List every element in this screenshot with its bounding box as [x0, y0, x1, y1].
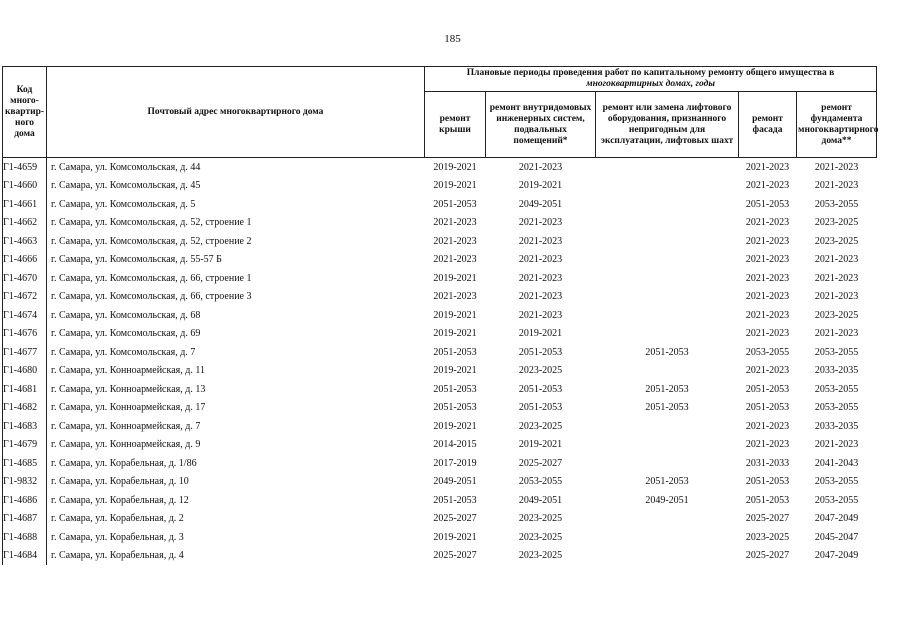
cell-address: г. Самара, ул. Конноармейская, д. 11 — [51, 365, 205, 377]
cell-engineering: 2021-2023 — [518, 291, 563, 303]
cell-address: г. Самара, ул. Комсомольская, д. 55-57 Б — [51, 254, 222, 266]
cell-code: Г1-4659 — [3, 158, 47, 177]
cell-address: г. Самара, ул. Конноармейская, д. 17 — [51, 402, 206, 414]
cell-facade: 2021-2023 — [745, 180, 790, 192]
cell-address: г. Самара, ул. Конноармейская, д. 13 — [51, 383, 206, 395]
table-row — [3, 232, 877, 251]
cell-address: г. Самара, ул. Комсомольская, д. 5 — [51, 198, 196, 210]
cell-foundation: 2021-2023 — [814, 272, 859, 284]
cell-engineering: 2023-2025 — [518, 550, 563, 562]
cell-roof: 2019-2021 — [433, 180, 477, 192]
cell-engineering: 2049-2051 — [518, 494, 563, 506]
cell-roof: 2019-2021 — [433, 531, 477, 543]
cell-engineering: 2053-2055 — [518, 476, 563, 488]
cell-facade: 2021-2023 — [745, 291, 790, 303]
cell-roof: 2019-2021 — [433, 365, 477, 377]
header-periods-main: Плановые периоды проведения работ по капитальному ремонту общего имущества в — [466, 68, 835, 78]
cell-code: Г1-4680 — [3, 362, 47, 381]
cell-roof: 2021-2023 — [433, 254, 477, 266]
header-foundation: ремонт фундамента многоквартирного дома** — [797, 92, 877, 158]
cell-foundation: 2021-2023 — [814, 291, 859, 303]
table-row — [3, 528, 877, 547]
cell-facade: 2021-2023 — [739, 158, 797, 177]
cell-address: г. Самара, ул. Конноармейская, д. 7 — [51, 420, 201, 432]
cell-facade: 2021-2023 — [745, 420, 790, 432]
cell-address: г. Самара, ул. Комсомольская, д. 45 — [51, 180, 201, 192]
cell-engineering: 2021-2023 — [518, 254, 563, 266]
cell-foundation: 2033-2035 — [814, 420, 859, 432]
cell-address: г. Самара, ул. Корабельная, д. 1/86 — [51, 457, 197, 469]
table-row — [3, 491, 877, 510]
cell-engineering: 2051-2053 — [518, 346, 563, 358]
table-row — [3, 195, 877, 214]
cell-facade: 2051-2053 — [745, 383, 790, 395]
table-row — [3, 269, 877, 288]
cell-roof: 2051-2053 — [433, 402, 477, 414]
cell-facade: 2021-2023 — [745, 439, 790, 451]
table-row — [3, 510, 877, 529]
cell-engineering: 2021-2023 — [518, 235, 563, 247]
cell-engineering: 2051-2053 — [518, 383, 563, 395]
cell-facade: 2051-2053 — [745, 198, 790, 210]
cell-elevator — [596, 195, 739, 214]
cell-elevator — [596, 214, 739, 233]
cell-foundation: 2023-2025 — [814, 217, 859, 229]
cell-elevator — [596, 325, 739, 344]
cell-engineering: 2021-2023 — [518, 272, 563, 284]
cell-roof: 2051-2053 — [433, 198, 477, 210]
cell-facade: 2031-2033 — [745, 457, 790, 469]
cell-engineering: 2021-2023 — [518, 309, 563, 321]
table-row — [3, 547, 877, 566]
cell-facade: 2021-2023 — [745, 309, 790, 321]
cell-facade: 2051-2053 — [745, 494, 790, 506]
cell-roof: 2019-2021 — [433, 328, 477, 340]
cell-address: г. Самара, ул. Конноармейская, д. 9 — [51, 439, 201, 451]
cell-foundation: 2041-2043 — [814, 457, 859, 469]
cell-foundation: 2053-2055 — [814, 476, 859, 488]
cell-code: Г1-4682 — [3, 399, 47, 418]
cell-facade: 2021-2023 — [745, 328, 790, 340]
cell-code: Г1-4663 — [3, 232, 47, 251]
table-row — [3, 325, 877, 344]
cell-elevator — [596, 251, 739, 270]
cell-foundation: 2021-2023 — [814, 439, 859, 451]
table-row — [3, 214, 877, 233]
cell-roof: 2017-2019 — [433, 457, 477, 469]
cell-roof: 2019-2021 — [433, 420, 477, 432]
cell-foundation: 2023-2025 — [814, 235, 859, 247]
cell-facade: 2025-2027 — [745, 550, 790, 562]
header-engineering: ремонт внутридомовых инженерных систем, подвальных помещений* — [486, 92, 596, 158]
cell-elevator: 2051-2053 — [645, 346, 689, 358]
cell-address: г. Самара, ул. Комсомольская, д. 52, строение 1 — [51, 217, 252, 229]
cell-elevator — [596, 510, 739, 529]
cell-code: Г1-4686 — [3, 491, 47, 510]
cell-elevator — [596, 436, 739, 455]
cell-engineering: 2025-2027 — [518, 457, 563, 469]
table-row — [3, 343, 877, 362]
page-number: 185 — [444, 33, 461, 45]
cell-code: Г1-4679 — [3, 436, 47, 455]
cell-elevator: 2051-2053 — [645, 476, 689, 488]
cell-elevator — [596, 547, 739, 566]
cell-code: Г1-4672 — [3, 288, 47, 307]
table-row — [3, 473, 877, 492]
cell-code: Г1-4674 — [3, 306, 47, 325]
cell-roof: 2025-2027 — [433, 513, 477, 525]
cell-foundation: 2053-2055 — [814, 198, 859, 210]
cell-code: Г1-4660 — [3, 177, 47, 196]
cell-address: г. Самара, ул. Комсомольская, д. 66, строение 1 — [51, 272, 252, 284]
cell-facade: 2021-2023 — [745, 254, 790, 266]
cell-roof: 2051-2053 — [433, 494, 477, 506]
cell-elevator: 2049-2051 — [645, 494, 689, 506]
cell-facade: 2021-2023 — [745, 235, 790, 247]
cell-elevator: 2051-2053 — [645, 402, 689, 414]
header-periods-group — [425, 67, 877, 92]
cell-engineering: 2019-2021 — [518, 180, 563, 192]
header-facade: ремонт фасада — [739, 92, 797, 158]
cell-roof: 2051-2053 — [433, 383, 477, 395]
cell-code: Г1-4677 — [3, 343, 47, 362]
cell-elevator — [596, 417, 739, 436]
cell-facade: 2021-2023 — [745, 272, 790, 284]
cell-engineering: 2023-2025 — [518, 365, 563, 377]
cell-foundation: 2047-2049 — [814, 513, 859, 525]
cell-elevator — [596, 362, 739, 381]
cell-address: г. Самара, ул. Корабельная, д. 3 — [51, 531, 184, 543]
cell-engineering: 2019-2021 — [518, 439, 563, 451]
cell-roof: 2021-2023 — [433, 235, 477, 247]
cell-foundation: 2053-2055 — [814, 494, 859, 506]
cell-roof: 2019-2021 — [433, 309, 477, 321]
cell-address: г. Самара, ул. Комсомольская, д. 69 — [51, 328, 201, 340]
cell-engineering: 2049-2051 — [518, 198, 563, 210]
table-row — [3, 158, 877, 177]
cell-code: Г1-4683 — [3, 417, 47, 436]
header-elevator: ремонт или замена лифтового оборудования, признанного непригодным для эксплуатации, лифтовых шахт — [596, 92, 739, 158]
cell-address: г. Самара, ул. Корабельная, д. 12 — [51, 494, 189, 506]
cell-engineering: 2019-2021 — [518, 328, 563, 340]
cell-code: Г1-4684 — [3, 547, 47, 566]
table-row — [3, 436, 877, 455]
table-row — [3, 454, 877, 473]
cell-foundation: 2053-2055 — [814, 402, 859, 414]
table-row — [3, 288, 877, 307]
cell-code: Г1-9832 — [3, 473, 47, 492]
capital-repair-table — [2, 66, 877, 565]
cell-address: г. Самара, ул. Комсомольская, д. 52, строение 2 — [51, 235, 252, 247]
cell-code: Г1-4685 — [3, 454, 47, 473]
cell-address: г. Самара, ул. Комсомольская, д. 68 — [51, 309, 201, 321]
cell-foundation: 2053-2055 — [814, 383, 859, 395]
table-row — [3, 417, 877, 436]
cell-code: Г1-4687 — [3, 510, 47, 529]
cell-engineering: 2023-2025 — [518, 420, 563, 432]
table-row — [3, 362, 877, 381]
cell-elevator: 2051-2053 — [645, 383, 689, 395]
table-row — [3, 177, 877, 196]
cell-address: г. Самара, ул. Корабельная, д. 2 — [51, 513, 184, 525]
cell-foundation: 2021-2023 — [814, 254, 859, 266]
cell-facade: 2021-2023 — [745, 217, 790, 229]
cell-facade: 2021-2023 — [745, 365, 790, 377]
cell-engineering: 2021-2023 — [486, 158, 596, 177]
cell-facade: 2025-2027 — [745, 513, 790, 525]
cell-code: Г1-4681 — [3, 380, 47, 399]
cell-foundation: 2053-2055 — [814, 346, 859, 358]
cell-code: Г1-4662 — [3, 214, 47, 233]
cell-elevator — [596, 177, 739, 196]
cell-engineering: 2023-2025 — [518, 513, 563, 525]
cell-elevator — [596, 454, 739, 473]
table-body — [3, 158, 877, 566]
table-row — [3, 306, 877, 325]
cell-foundation: 2045-2047 — [814, 531, 859, 543]
cell-address: г. Самара, ул. Комсомольская, д. 44 — [47, 158, 425, 177]
cell-address: г. Самара, ул. Корабельная, д. 4 — [51, 550, 184, 562]
cell-roof: 2021-2023 — [433, 291, 477, 303]
cell-elevator — [596, 528, 739, 547]
cell-roof: 2019-2021 — [425, 158, 486, 177]
cell-code: Г1-4666 — [3, 251, 47, 270]
cell-foundation: 2033-2035 — [814, 365, 859, 377]
cell-engineering: 2021-2023 — [518, 217, 563, 229]
cell-roof: 2051-2053 — [433, 346, 477, 358]
cell-foundation: 2021-2023 — [814, 328, 859, 340]
table-row — [3, 399, 877, 418]
cell-elevator — [596, 288, 739, 307]
cell-engineering: 2051-2053 — [518, 402, 563, 414]
header-periods-italic: многоквартирных домах, годы — [586, 79, 715, 89]
cell-engineering: 2023-2025 — [518, 531, 563, 543]
cell-foundation: 2021-2023 — [797, 158, 877, 177]
cell-code: Г1-4670 — [3, 269, 47, 288]
cell-address: г. Самара, ул. Комсомольская, д. 66, строение 3 — [51, 291, 252, 303]
cell-foundation: 2023-2025 — [814, 309, 859, 321]
cell-facade: 2053-2055 — [745, 346, 790, 358]
table-row — [3, 380, 877, 399]
table-row — [3, 251, 877, 270]
cell-elevator — [596, 232, 739, 251]
header-address: Почтовый адрес многоквартирного дома — [47, 67, 425, 158]
cell-address: г. Самара, ул. Комсомольская, д. 7 — [51, 346, 196, 358]
cell-roof: 2049-2051 — [433, 476, 477, 488]
cell-elevator — [596, 269, 739, 288]
cell-foundation: 2047-2049 — [814, 550, 859, 562]
cell-roof: 2021-2023 — [433, 217, 477, 229]
header-code: Код много-квартир-ного дома — [3, 67, 47, 158]
cell-address: г. Самара, ул. Корабельная, д. 10 — [51, 476, 189, 488]
cell-code: Г1-4688 — [3, 528, 47, 547]
cell-elevator — [596, 306, 739, 325]
cell-code: Г1-4661 — [3, 195, 47, 214]
cell-roof: 2025-2027 — [433, 550, 477, 562]
cell-facade: 2051-2053 — [745, 476, 790, 488]
header-roof: ремонт крыши — [425, 92, 486, 158]
cell-facade: 2051-2053 — [745, 402, 790, 414]
cell-code: Г1-4676 — [3, 325, 47, 344]
cell-foundation: 2021-2023 — [814, 180, 859, 192]
cell-facade: 2023-2025 — [745, 531, 790, 543]
cell-roof: 2019-2021 — [433, 272, 477, 284]
cell-elevator — [596, 158, 739, 177]
cell-roof: 2014-2015 — [433, 439, 477, 451]
